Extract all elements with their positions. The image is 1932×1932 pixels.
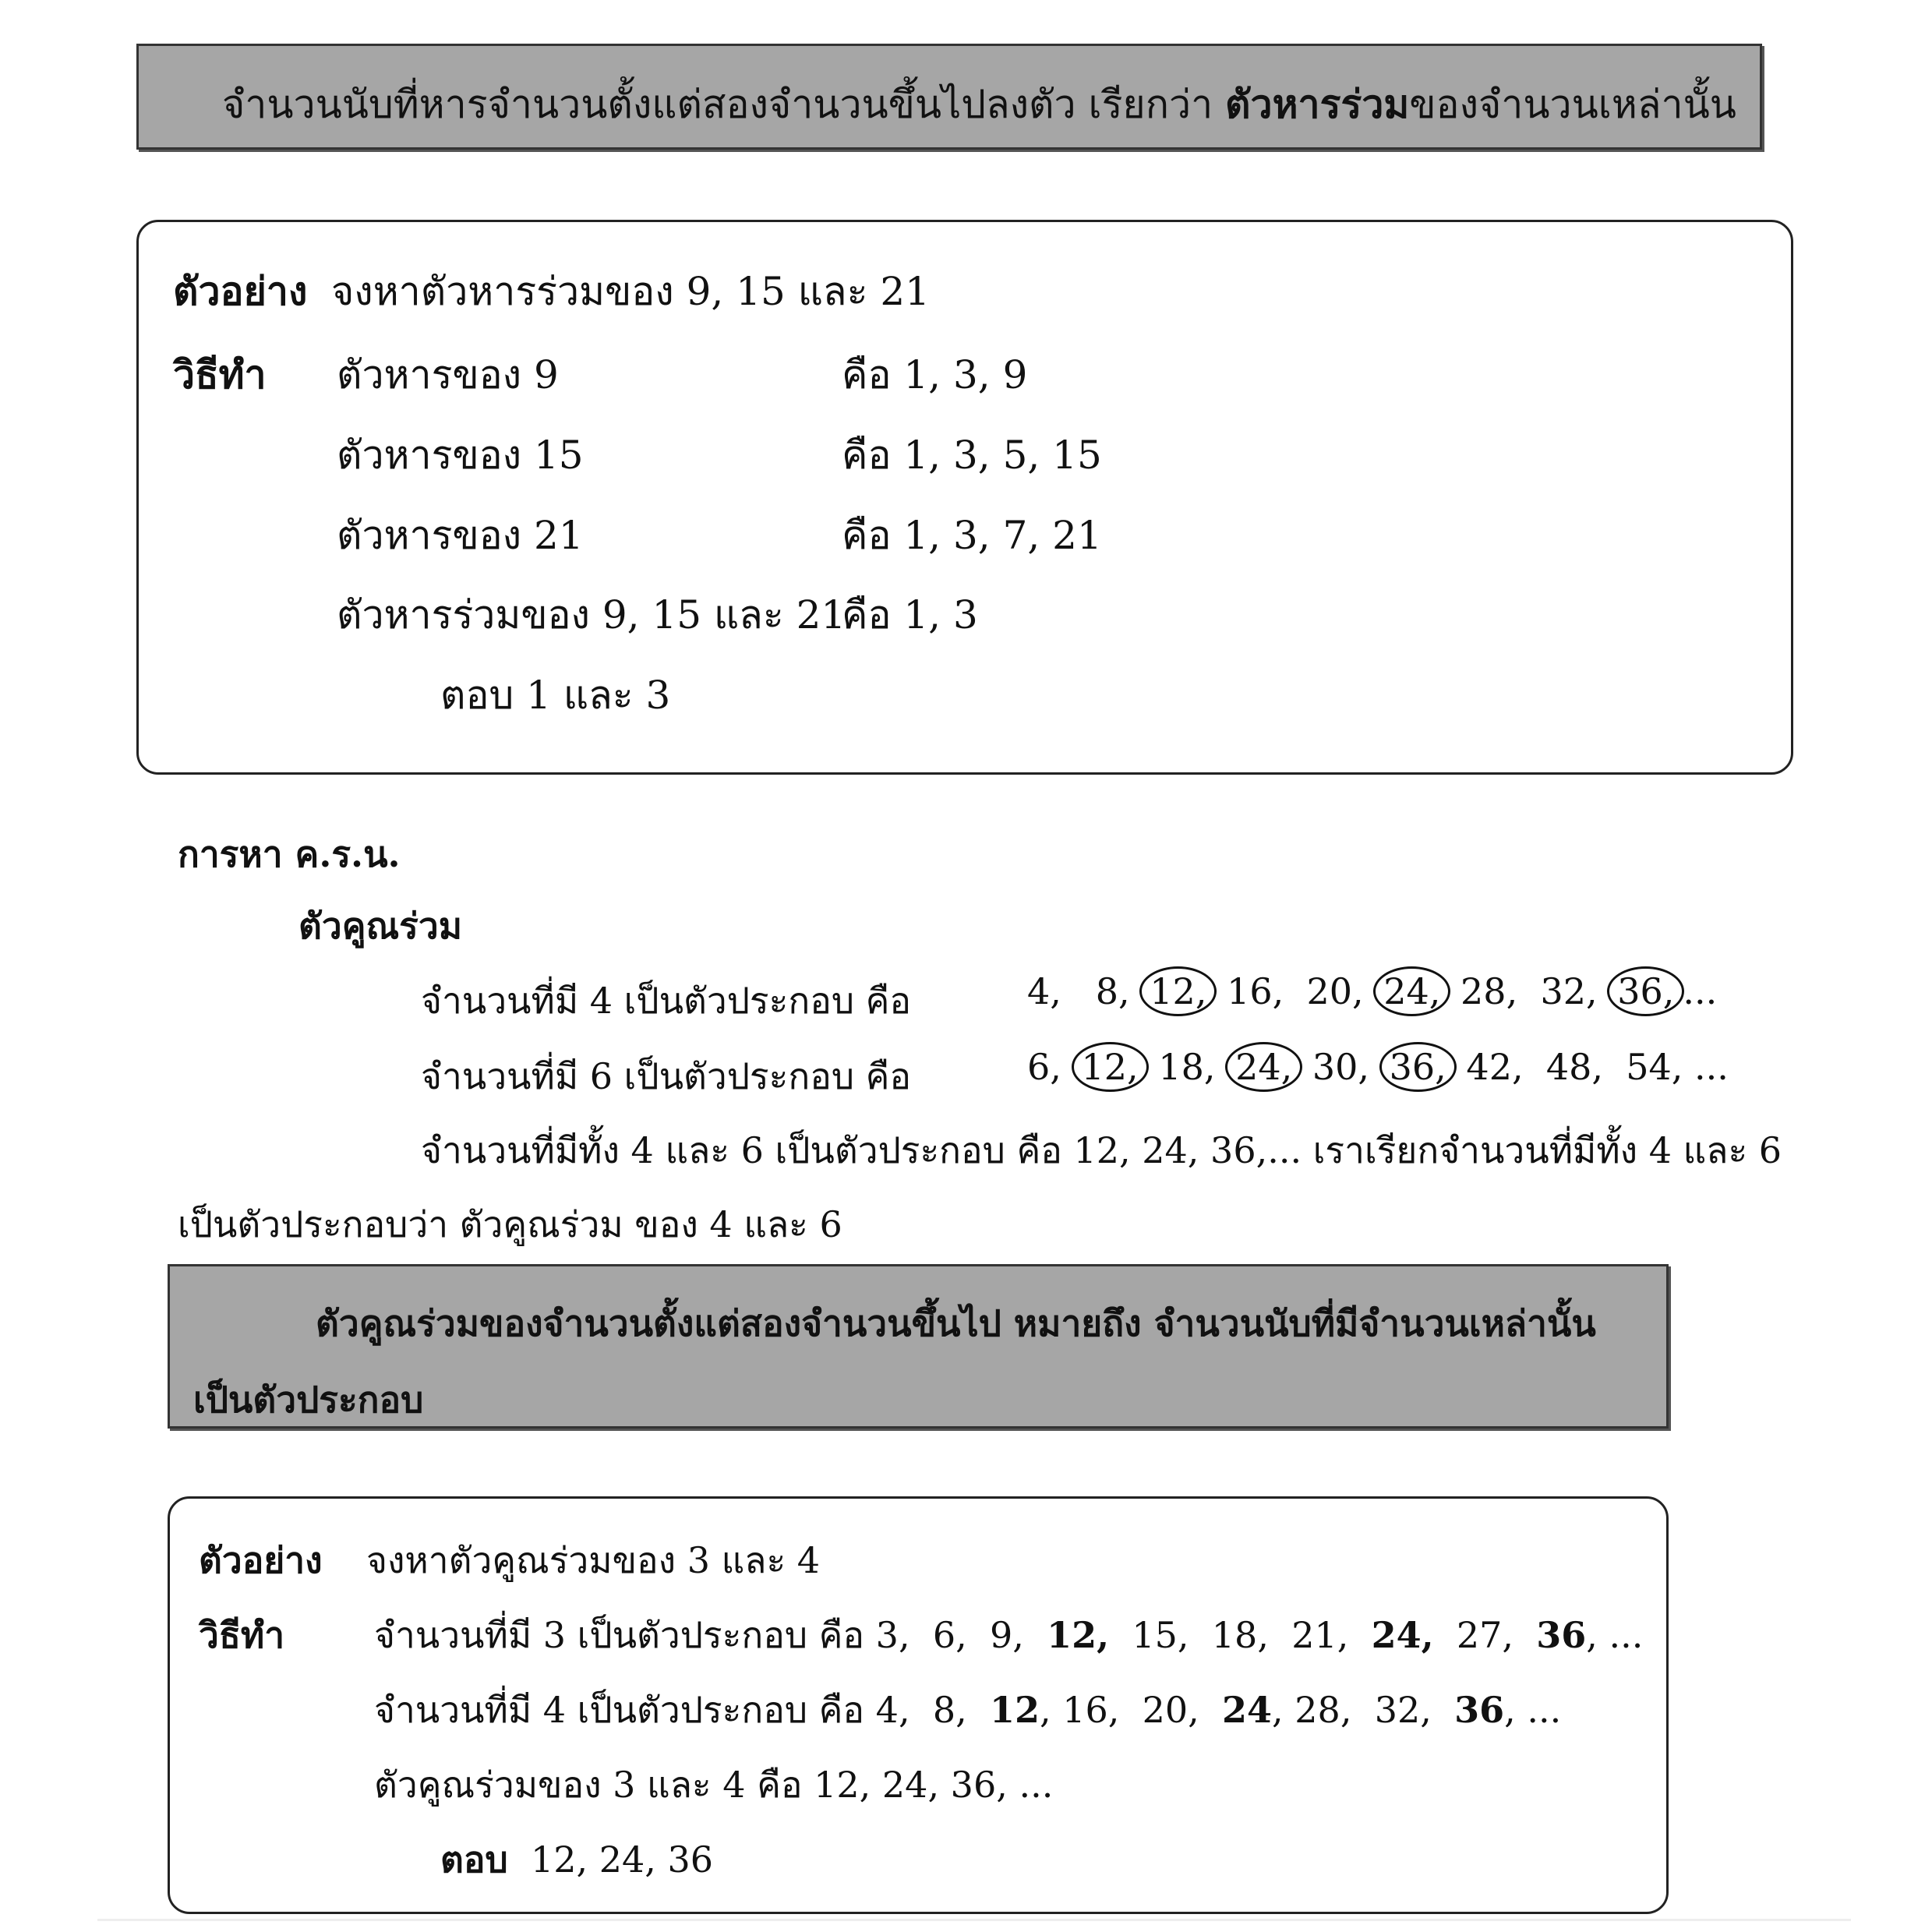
multiple-value: ... <box>1683 970 1718 1012</box>
example1-question: จงหาตัวหารร่วมของ 9, 15 และ 21 <box>331 269 930 314</box>
multiple-value: 8, <box>932 1689 967 1731</box>
definition-divisor-plain: จำนวนนับที่หารจำนวนตั้งแต่สองจำนวนขึ้นไปลงตัว เรียกว่า <box>222 82 1226 127</box>
multiple-value: , ... <box>1586 1614 1644 1656</box>
example2-answer <box>440 1831 713 1888</box>
multiple-value: 4, <box>875 1689 910 1731</box>
example2-method-label: วิธีทำ <box>199 1614 285 1656</box>
multiple-value: 4, <box>1027 970 1061 1012</box>
multiple-value: 3, <box>875 1614 910 1656</box>
multiples-of-6-label: จำนวนที่มี 6 เป็นตัวประกอบ คือ <box>421 1055 912 1097</box>
multiples-of-6-values <box>1027 1042 1729 1092</box>
circled-common-multiple: 24, <box>1225 1042 1302 1092</box>
common-multiple-value: 24, <box>1371 1614 1434 1656</box>
multiples-of-3-label: จำนวนที่มี 3 เป็นตัวประกอบ คือ <box>374 1614 865 1656</box>
answer-label: ตอบ <box>440 1838 508 1881</box>
lcm-heading: การหา ค.ร.น. <box>178 833 401 875</box>
multiple-value: 30, <box>1312 1046 1370 1088</box>
definition-divisor-bold: ตัวหารร่วม <box>1225 81 1410 127</box>
multiple-value: 20, <box>1306 970 1364 1012</box>
definition-divisor-text <box>222 74 1736 136</box>
lcm-subheading: ตัวคูณร่วม <box>298 905 463 947</box>
example1-row-left: ตัวหารร่วมของ 9, 15 และ 21 <box>337 592 846 638</box>
circled-common-multiple: 12, <box>1139 966 1217 1016</box>
circled-common-multiple: 36, <box>1607 966 1684 1016</box>
example1-row-right: คือ 1, 3, 7, 21 <box>842 513 1102 558</box>
example2-question: จงหาตัวคูณร่วมของ 3 และ 4 <box>366 1539 821 1581</box>
definition-divisor-tail: ของจำนวนเหล่านั้น <box>1409 82 1736 127</box>
multiples-of-3-line <box>374 1607 1643 1664</box>
multiples-of-4-values <box>1027 966 1717 1016</box>
multiple-value: ... <box>1694 1046 1729 1088</box>
multiple-value: 15, <box>1132 1614 1189 1656</box>
common-multiples-line2: เป็นตัวประกอบว่า ตัวคูณร่วม ของ 4 และ 6 <box>178 1203 842 1245</box>
example1-row-right: คือ 1, 3 <box>842 592 978 638</box>
example1-row-left: ตัวหารของ 15 <box>337 433 584 478</box>
circled-common-multiple: 12, <box>1072 1042 1149 1092</box>
multiples-of-4-label: จำนวนที่มี 4 เป็นตัวประกอบ คือ <box>421 980 912 1022</box>
example1-row-right: คือ 1, 3, 5, 15 <box>842 433 1102 478</box>
definition-multiple-line2: เป็นตัวประกอบ <box>193 1379 424 1421</box>
multiple-value: 42, <box>1466 1046 1524 1088</box>
common-multiple-value: 12 <box>989 1689 1040 1731</box>
common-multiples-line: จำนวนที่มีทั้ง 4 และ 6 เป็นตัวประกอบ คือ 12, 24, 36,... เราเรียกจำนวนที่มีทั้ง 4 และ 6 <box>421 1129 1782 1171</box>
multiple-value: 48, <box>1545 1046 1603 1088</box>
definition-multiple-line1: ตัวคูณร่วมของจำนวนตั้งแต่สองจำนวนขึ้นไป หมายถึง จำนวนนับที่มีจำนวนเหล่านั้น <box>316 1302 1596 1344</box>
circled-common-multiple: 36, <box>1379 1042 1457 1092</box>
multiple-value: 8, <box>1095 970 1130 1012</box>
multiple-value: 18, <box>1211 1614 1269 1656</box>
example1-method-label: วิธีทำ <box>173 351 267 397</box>
example1-row-right: คือ 1, 3, 9 <box>842 352 1028 397</box>
circled-common-multiple: 24, <box>1373 966 1450 1016</box>
common-multiple-value: 24 <box>1222 1689 1273 1731</box>
multiple-value: , 16, <box>1039 1689 1120 1731</box>
example2-common-line: ตัวคูณร่วมของ 3 และ 4 คือ 12, 24, 36, ... <box>374 1764 1054 1806</box>
multiple-value: 21, <box>1291 1614 1349 1656</box>
multiple-value: 9, <box>989 1614 1024 1656</box>
example2-label: ตัวอย่าง <box>199 1539 323 1581</box>
multiple-value: 6, <box>932 1614 967 1656</box>
answer-value: 12, 24, 36 <box>530 1838 714 1881</box>
multiple-value: 20, <box>1142 1689 1199 1731</box>
multiples-of-4-label: จำนวนที่มี 4 เป็นตัวประกอบ คือ <box>374 1689 865 1731</box>
multiple-value: 32, <box>1540 970 1598 1012</box>
multiple-value: 18, <box>1158 1046 1216 1088</box>
multiple-value: 54, <box>1626 1046 1683 1088</box>
multiple-value: 16, <box>1227 970 1284 1012</box>
example1-answer: ตอบ 1 และ 3 <box>440 673 671 718</box>
multiple-value: 27, <box>1456 1614 1514 1656</box>
multiple-value: 32, <box>1374 1689 1432 1731</box>
page-bottom-rule <box>97 1919 1851 1921</box>
multiples-of-4-line <box>374 1682 1561 1739</box>
common-multiple-value: 36 <box>1536 1614 1587 1656</box>
multiple-value: , ... <box>1504 1689 1562 1731</box>
multiple-value: 28, <box>1460 970 1518 1012</box>
common-multiple-value: 36 <box>1454 1689 1505 1731</box>
common-multiple-value: 12, <box>1047 1614 1110 1656</box>
example1-row-left: ตัวหารของ 9 <box>337 352 559 397</box>
example1-label: ตัวอย่าง <box>173 268 308 314</box>
multiple-value: , 28, <box>1272 1689 1352 1731</box>
multiple-value: 6, <box>1027 1046 1061 1088</box>
example1-row-left: ตัวหารของ 21 <box>337 513 584 558</box>
